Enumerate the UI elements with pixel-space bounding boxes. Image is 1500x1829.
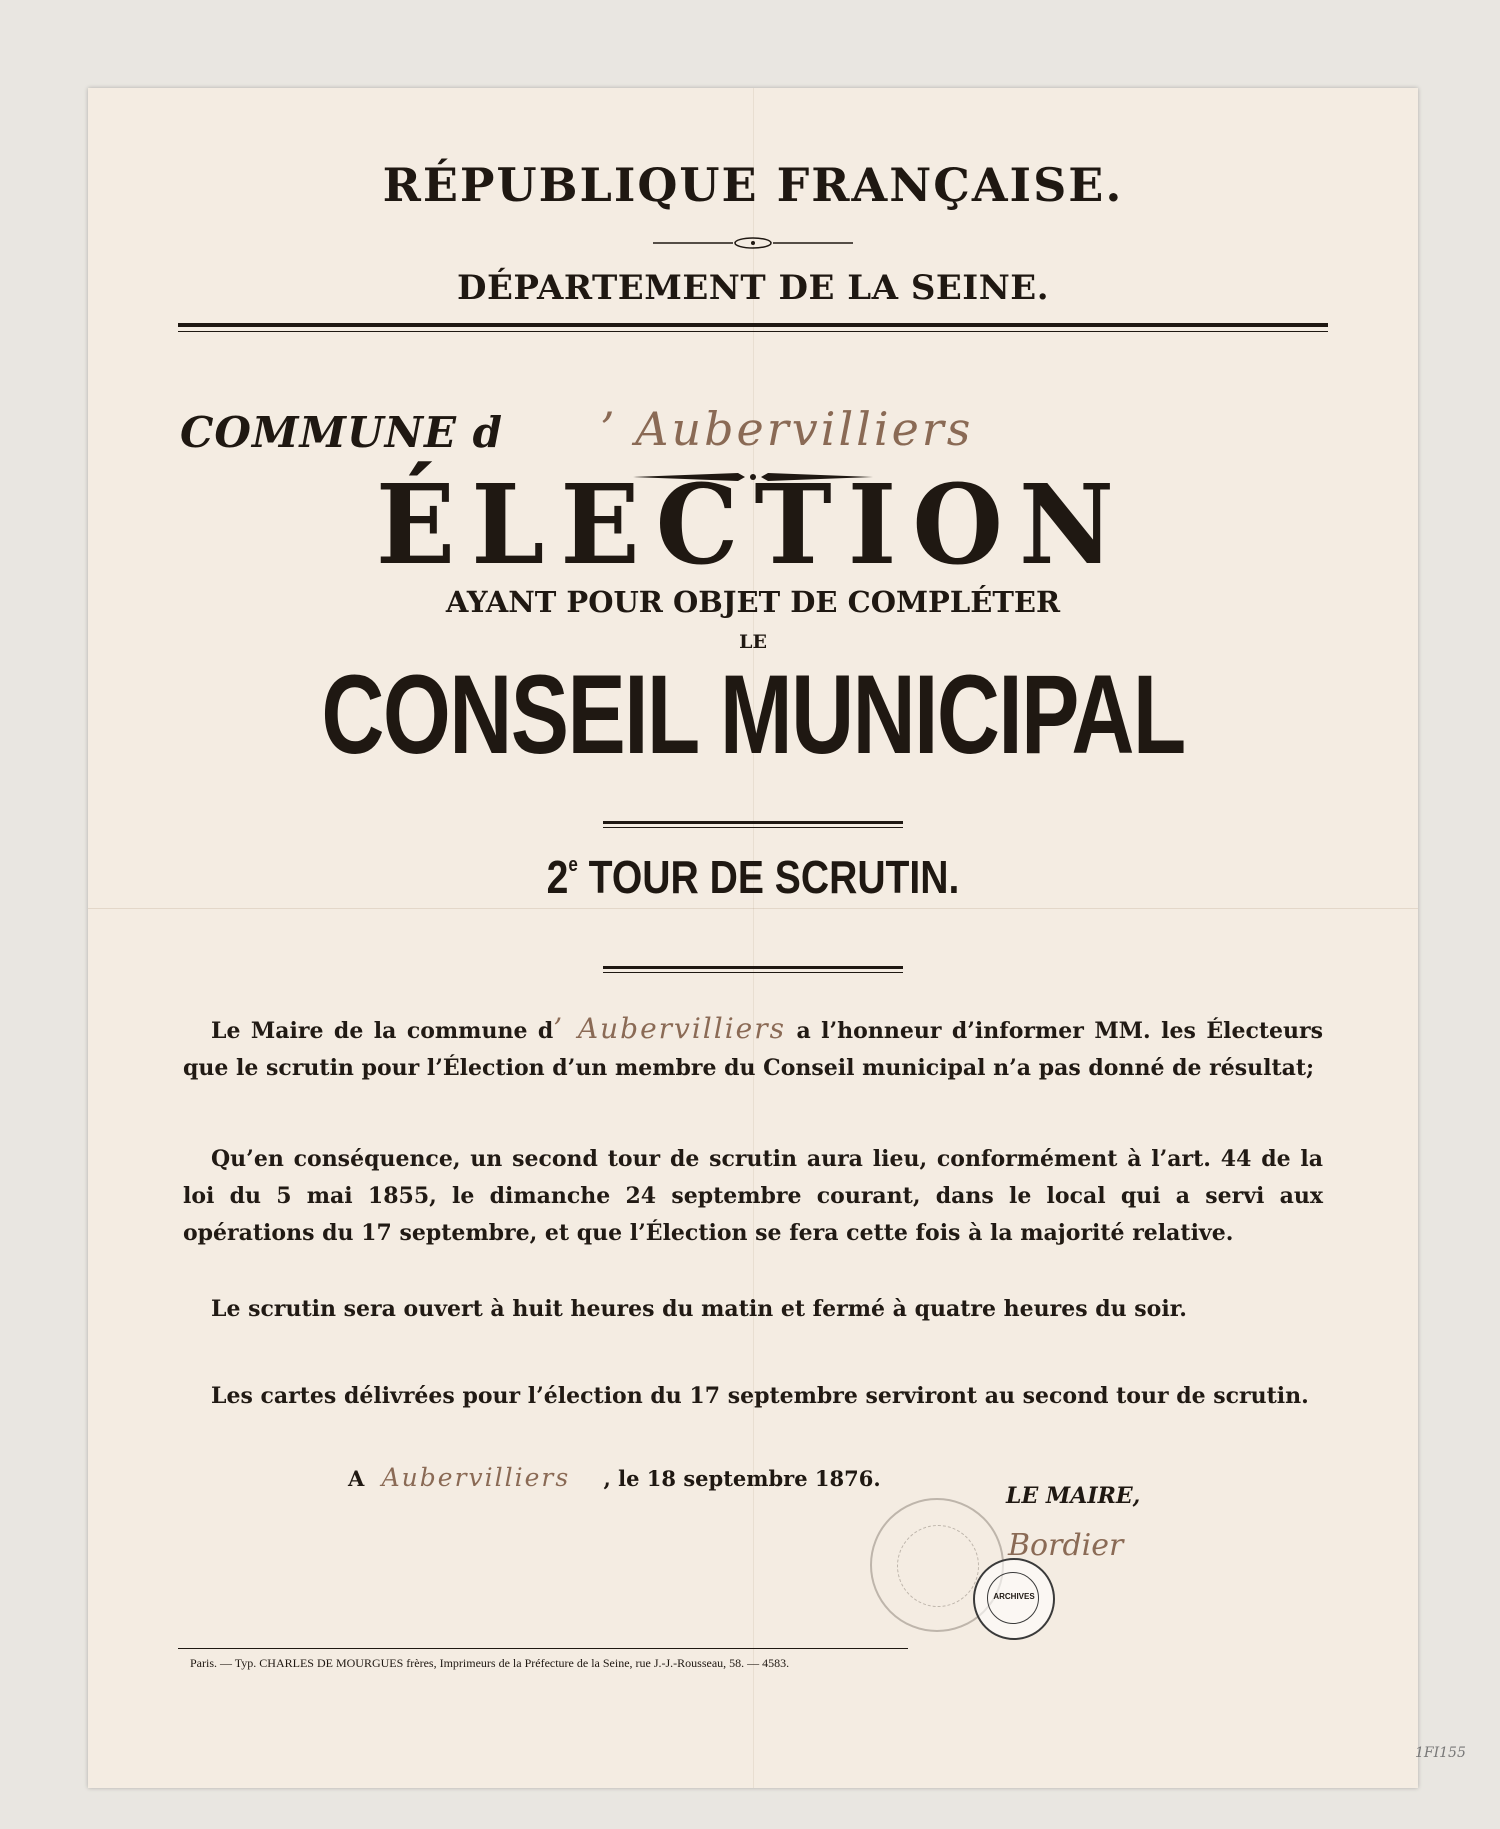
place-prefix: A xyxy=(348,1466,365,1491)
council-title: CONSEIL MUNICIPAL xyxy=(321,652,1185,777)
signoff-date: , le 18 septembre 1876. xyxy=(603,1466,881,1491)
round-suffix: e xyxy=(568,854,578,876)
footer-rule xyxy=(178,1648,908,1649)
place-handwritten: Aubervilliers xyxy=(381,1463,571,1492)
notice-body xyxy=(183,1010,1323,1087)
commune-handwritten-name: ’ Aubervilliers xyxy=(600,402,974,456)
printer-footer: Paris. — Typ. CHARLES DE MOURGUES frères, Imprimeurs de la Préfecture de la Seine, rue J.-J.-Rousseau, 58. — 4583. xyxy=(190,1656,790,1670)
paragraph-2-block xyxy=(183,1141,1323,1252)
council-double-rule xyxy=(603,821,903,828)
stamp-text: ARCHIVES xyxy=(993,1592,1035,1601)
mayor-label: LE MAIRE, xyxy=(1006,1483,1141,1509)
round-double-rule xyxy=(603,966,903,973)
le-word: LE xyxy=(739,631,767,653)
p1-start: Le Maire de la commune d xyxy=(211,1018,554,1044)
round-text: TOUR DE SCRUTIN. xyxy=(577,851,960,903)
election-subtitle: AYANT POUR OBJET DE COMPLÉTER xyxy=(445,585,1061,619)
paragraph-1 xyxy=(183,1010,1323,1087)
paragraph-4-wrap xyxy=(183,1378,1323,1415)
ornament-divider-icon xyxy=(653,236,853,250)
paragraph-4: Les cartes délivrées pour l’élection du 17 septembre serviront au second tour de scrutin. xyxy=(211,1383,1309,1409)
header-rule-thick xyxy=(178,323,1328,327)
paragraph-3-block xyxy=(183,1291,1323,1328)
place-date-line xyxy=(348,1463,881,1492)
fold-line-vertical xyxy=(753,88,754,1788)
header-rule-thin xyxy=(178,331,1328,332)
mayor-signature: Bordier xyxy=(1008,1528,1124,1563)
round-number: 2 xyxy=(546,851,569,903)
round-heading xyxy=(188,850,1319,904)
p1-handwritten-commune: ’ Aubervilliers xyxy=(553,1012,786,1045)
catalog-mark: 1FI155 xyxy=(1415,1745,1466,1761)
poster-sheet xyxy=(88,88,1418,1788)
p1-end: a l’honneur d’informer MM. les Électeurs que le scrutin pour l’Élection d’un membre du Conseil municipal n’a pas donné de résultat; xyxy=(183,1018,1323,1081)
commune-label: COMMUNE d xyxy=(180,408,504,457)
republic-heading: RÉPUBLIQUE FRANÇAISE. xyxy=(382,158,1124,212)
paragraph-2: Qu’en conséquence, un second tour de scrutin aura lieu, conformément à l’art. 44 de la loi du 5 mai 1855, le dimanche 24 septembre courant, dans le local qui a servi aux opérations du 17 septembre, et que l’Élection se fera cette fois à la majorité relative. xyxy=(183,1146,1323,1246)
election-title: ÉLECTION xyxy=(375,459,1131,590)
department-heading: DÉPARTEMENT DE LA SEINE. xyxy=(456,268,1050,308)
paragraph-3: Le scrutin sera ouvert à huit heures du matin et fermé à quatre heures du soir. xyxy=(211,1296,1187,1322)
archives-stamp-icon xyxy=(973,1558,1055,1640)
